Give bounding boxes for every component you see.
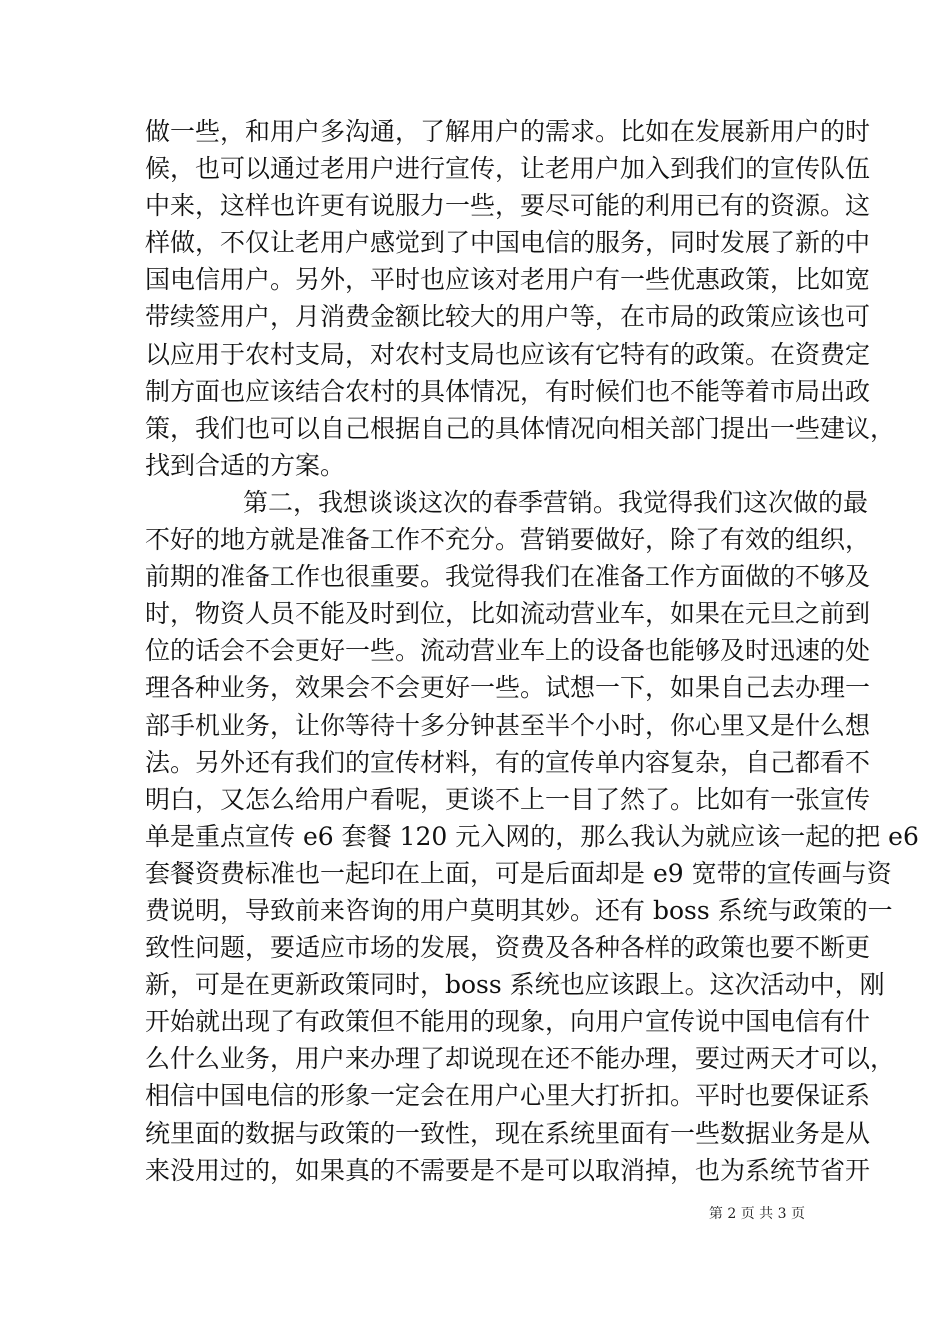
text-line: 策，我们也可以自己根据自己的具体情况向相关部门提出一些建议， bbox=[145, 413, 896, 443]
text-line: 么什么业务，用户来办理了却说现在还不能办理，要过两天才可以， bbox=[145, 1044, 896, 1074]
text-line: 做一些，和用户多沟通，了解用户的需求。比如在发展新用户的时 bbox=[145, 117, 871, 146]
text-line: 致性问题，要适应市场的发展，资费及各种各样的政策也要不断更 bbox=[145, 933, 871, 963]
text-line: 费说明，导致前来咨询的用户莫明其妙。还有 boss 系统与政策的一 bbox=[145, 895, 893, 925]
text-line: 部手机业务，让你等待十多分钟甚至半个小时，你心里又是什么想 bbox=[145, 710, 871, 740]
text-line: 时，物资人员不能及时到位，比如流动营业车，如果在元旦之前到 bbox=[145, 599, 871, 629]
text-line: 来没用过的，如果真的不需要是不是可以取消掉，也为系统节省开 bbox=[145, 1155, 871, 1185]
page-number: 第 2 页 共 3 页 bbox=[708, 1206, 805, 1222]
text-line: 样做，不仅让老用户感觉到了中国电信的服务，同时发展了新的中 bbox=[145, 228, 871, 258]
text-line: 统里面的数据与政策的一致性，现在系统里面有一些数据业务是从 bbox=[145, 1118, 871, 1148]
text-line: 明白，又怎么给用户看呢，更谈不上一目了然了。比如有一张宣传 bbox=[145, 784, 871, 814]
text-line: 第二，我想谈谈这次的春季营销。我觉得我们这次做的最 bbox=[243, 487, 869, 517]
text-line: 相信中国电信的形象一定会在用户心里大打折扣。平时也要保证系 bbox=[145, 1081, 871, 1111]
text-line: 位的话会不会更好一些。流动营业车上的设备也能够及时迅速的处 bbox=[145, 636, 871, 666]
text-line: 中来，这样也许更有说服力一些，要尽可能的利用已有的资源。这 bbox=[145, 191, 871, 221]
text-line: 以应用于农村支局，对农村支局也应该有它特有的政策。在资费定 bbox=[145, 339, 871, 369]
text-line: 候，也可以通过老用户进行宣传，让老用户加入到我们的宣传队伍 bbox=[145, 154, 871, 184]
text-line: 套餐资费标准也一起印在上面，可是后面却是 e9 宽带的宣传画与资 bbox=[145, 858, 892, 888]
text-line: 前期的准备工作也很重要。我觉得我们在准备工作方面做的不够及 bbox=[145, 562, 871, 592]
document-body bbox=[145, 113, 919, 1189]
text-line: 开始就出现了有政策但不能用的现象，向用户宣传说中国电信有什 bbox=[145, 1007, 871, 1037]
text-line: 找到合适的方案。 bbox=[145, 450, 346, 480]
paragraph bbox=[145, 113, 896, 484]
text-line: 带续签用户，月消费金额比较大的用户等，在市局的政策应该也可 bbox=[145, 302, 871, 332]
text-line: 不好的地方就是准备工作不充分。营销要做好，除了有效的组织， bbox=[145, 525, 871, 555]
text-line: 制方面也应该结合农村的具体情况，有时候们也不能等着市局出政 bbox=[145, 376, 871, 406]
text-line: 新，可是在更新政策同时，boss 系统也应该跟上。这次活动中，刚 bbox=[145, 970, 885, 1000]
text-line: 国电信用户。另外，平时也应该对老用户有一些优惠政策，比如宽 bbox=[145, 265, 871, 295]
text-line: 法。另外还有我们的宣传材料，有的宣传单内容复杂，自己都看不 bbox=[145, 747, 871, 777]
text-line: 理各种业务，效果会不会更好一些。试想一下，如果自己去办理一 bbox=[145, 673, 871, 703]
paragraph bbox=[145, 484, 919, 1189]
text-line: 单是重点宣传 e6 套餐 120 元入网的，那么我认为就应该一起的把 e6 bbox=[145, 821, 919, 851]
